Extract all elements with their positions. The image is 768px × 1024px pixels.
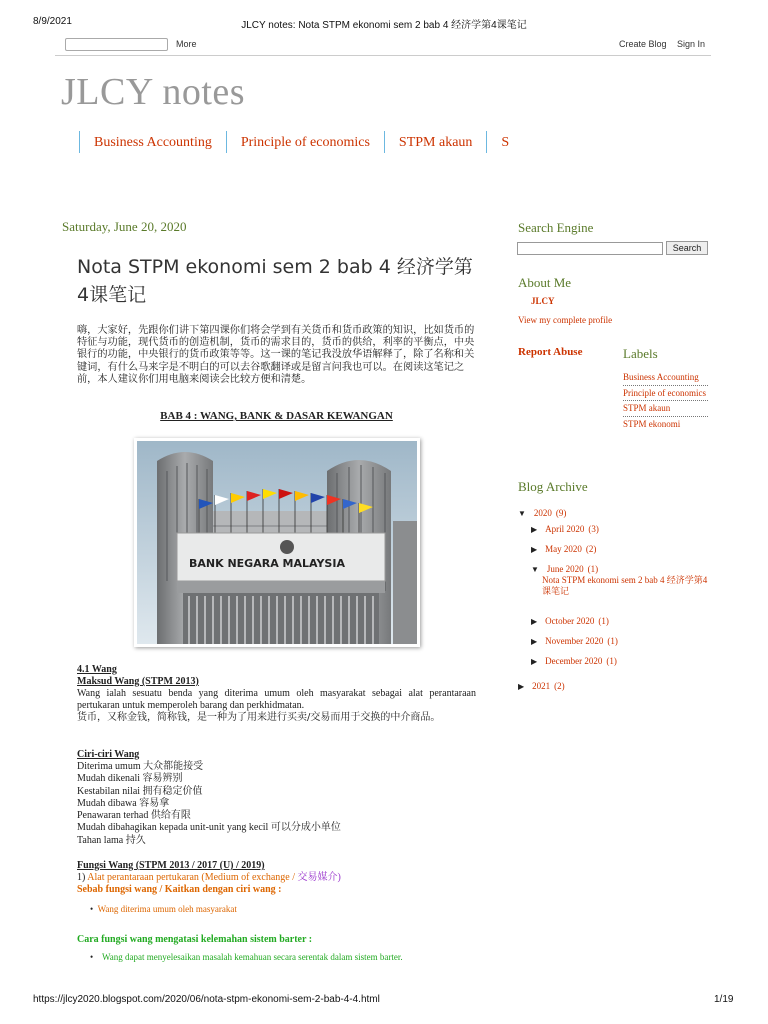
navbar-search-input[interactable]: [65, 38, 168, 51]
search-engine-heading: Search Engine: [518, 220, 594, 235]
archive-month-label[interactable]: December 2020: [545, 656, 603, 666]
navbar-more-link[interactable]: More: [176, 39, 197, 49]
archive-month-may-2020[interactable]: [531, 539, 596, 557]
fungsi-wang-heading: Fungsi Wang (STPM 2013 / 2017 (U) / 2019): [77, 860, 265, 871]
list-item: Wang diterima umum oleh masyarakat: [97, 904, 237, 914]
print-page-number: 1/19: [714, 994, 734, 1005]
archive-year-label[interactable]: 2021: [532, 681, 551, 691]
archive-count: (1): [607, 636, 618, 646]
archive-month-label[interactable]: June 2020: [546, 564, 584, 574]
archive-month-label[interactable]: November 2020: [545, 636, 604, 646]
archive-count: (1): [587, 564, 599, 574]
list-item: Diterima umum 大众都能接受: [77, 761, 204, 772]
ciri-wang-list: [77, 761, 341, 847]
print-title: JLCY notes: Nota STPM ekonomi sem 2 bab 4 经济学第4课笔记: [241, 20, 527, 31]
archive-count: (1): [598, 616, 609, 626]
archive-month-label[interactable]: April 2020: [545, 524, 585, 534]
list-item: Tahan lama 持久: [77, 834, 146, 846]
post-date-header: Saturday, June 20, 2020: [62, 219, 187, 234]
archive-count: (3): [588, 524, 599, 534]
maksud-wang-text: Wang ialah sesuatu benda yang diterima umum oleh masyarakat sebagai alat perantaraan pertukaran untuk memperoleh barang dan perkhidmatan.: [77, 688, 476, 712]
sign-in-link[interactable]: Sign In: [677, 39, 706, 49]
profile-name-link[interactable]: JLCY: [531, 296, 555, 306]
list-item: Mudah dibahagikan kepada unit-unit yang kecil 可以分成小单位: [77, 822, 341, 834]
list-item: Mudah dikenali 容易辨别: [77, 773, 183, 785]
bullet-icon: •: [90, 952, 94, 962]
tab-stpm-akaun[interactable]: STPM akaun: [384, 131, 487, 153]
fungsi-1-number: 1): [77, 872, 86, 883]
bank-negara-photo[interactable]: [134, 438, 420, 647]
expanded-triangle-icon[interactable]: ▼: [518, 509, 526, 518]
pages-tabs: [79, 131, 539, 155]
bank-building-illustration: [137, 441, 417, 644]
archive-year-2021[interactable]: [518, 676, 565, 694]
about-me-heading: About Me: [518, 275, 572, 290]
tab-principle-of-economics[interactable]: Principle of economics: [226, 131, 384, 153]
list-item: Penawaran terhad 供给有限: [77, 810, 191, 822]
collapsed-triangle-icon[interactable]: ▶: [531, 525, 538, 534]
cara-fungsi-heading: Cara fungsi wang mengatasi kelemahan sistem barter :: [77, 934, 313, 945]
print-url: https://jlcy2020.blogspot.com/2020/06/nota-stpm-ekonomi-sem-2-bab-4-4.html: [33, 994, 380, 1005]
list-item: Mudah dibawa 容易拿: [77, 797, 170, 809]
section-4-1-heading: 4.1 Wang: [77, 664, 117, 675]
bullet-icon: •: [90, 904, 94, 914]
blog-archive-heading: Blog Archive: [518, 479, 588, 494]
view-profile-link[interactable]: View my complete profile: [518, 315, 613, 325]
maksud-wang-heading: Maksud Wang (STPM 2013): [77, 676, 199, 687]
archive-month-october-2020[interactable]: [531, 611, 609, 629]
archive-month-april-2020[interactable]: [531, 519, 599, 537]
sebab-fungsi-item: [90, 903, 237, 915]
archive-month-november-2020[interactable]: [531, 631, 618, 649]
list-item: Kestabilan nilai 拥有稳定价值: [77, 785, 203, 797]
archive-count: (2): [554, 681, 565, 691]
collapsed-triangle-icon[interactable]: ▶: [531, 617, 538, 626]
archive-count: (2): [585, 544, 597, 554]
collapsed-triangle-icon[interactable]: ▶: [531, 637, 538, 646]
cara-fungsi-item: [90, 951, 460, 963]
bank-sign-text: BANK NEGARA MALAYSIA: [189, 557, 345, 570]
fungsi-1-chinese: 交易媒介): [297, 872, 341, 883]
label-business-accounting[interactable]: Business Accounting: [623, 372, 708, 386]
sebab-fungsi-heading: Sebab fungsi wang / Kaitkan dengan ciri wang :: [77, 884, 282, 895]
labels-heading: Labels: [623, 346, 658, 361]
collapsed-triangle-icon[interactable]: ▶: [518, 682, 525, 691]
tab-more[interactable]: S: [486, 131, 523, 153]
label-stpm-ekonomi[interactable]: STPM ekonomi: [623, 418, 681, 429]
archive-count: (1): [606, 656, 617, 666]
sidebar-search-input[interactable]: [517, 242, 663, 255]
archive-month-december-2020[interactable]: [531, 651, 617, 669]
archive-month-label[interactable]: May 2020: [545, 544, 582, 554]
post-title: Nota STPM ekonomi sem 2 bab 4 经济学第4课笔记: [77, 256, 473, 306]
ciri-wang-heading: Ciri-ciri Wang: [77, 749, 140, 760]
sidebar-search-button[interactable]: Search: [666, 241, 708, 255]
collapsed-triangle-icon[interactable]: ▶: [531, 545, 538, 554]
label-principle-of-economics[interactable]: Principle of economics: [623, 388, 708, 402]
create-blog-link[interactable]: Create Blog: [619, 39, 667, 49]
label-stpm-akaun[interactable]: STPM akaun: [623, 403, 708, 417]
expanded-triangle-icon[interactable]: ▼: [531, 565, 539, 574]
labels-list: [623, 372, 708, 433]
collapsed-triangle-icon[interactable]: ▶: [531, 657, 538, 666]
archive-count: (9): [555, 508, 567, 518]
blog-title[interactable]: JLCY notes: [61, 71, 246, 113]
archive-post-link[interactable]: Nota STPM ekonomi sem 2 bab 4 经济学第4课笔记: [542, 575, 708, 596]
print-date: 8/9/2021: [33, 16, 72, 27]
archive-year-label[interactable]: 2020: [533, 508, 552, 518]
maksud-wang-chinese: 货币，又称金钱，简称钱，是一种为了用来进行买卖/交易而用于交换的中介商品。: [77, 712, 441, 723]
chapter-heading: BAB 4 : WANG, BANK & DASAR KEWANGAN: [160, 410, 393, 422]
fungsi-1-text: Alat perantaraan pertukaran (Medium of exchange /: [87, 872, 298, 883]
report-abuse-link[interactable]: Report Abuse: [518, 346, 583, 358]
fungsi-1-line: [77, 872, 341, 884]
tab-business-accounting[interactable]: Business Accounting: [79, 131, 226, 153]
post-intro: 嗨，大家好，先跟你们讲下第四课你们将会学到有关货币和货币政策的知识，比如货币的特征与功能，现代货币的创造机制，货币的需求目的，货币的供给，利率的平衡点，中央银行的功能，中央银行的货币政策等等。这一课的笔记我没放华语解释了，除了名称和关键词，有什么马来字是不明白的可以去谷歌翻译或是留言问我也可以。在阅读这笔记之前，本人建议你们用电脑来阅读会比较方便和清楚。: [77, 325, 475, 385]
archive-month-label[interactable]: October 2020: [545, 616, 595, 626]
list-item: Wang dapat menyelesaikan masalah kemahuan secara serentak dalam sistem barter.: [102, 952, 403, 962]
